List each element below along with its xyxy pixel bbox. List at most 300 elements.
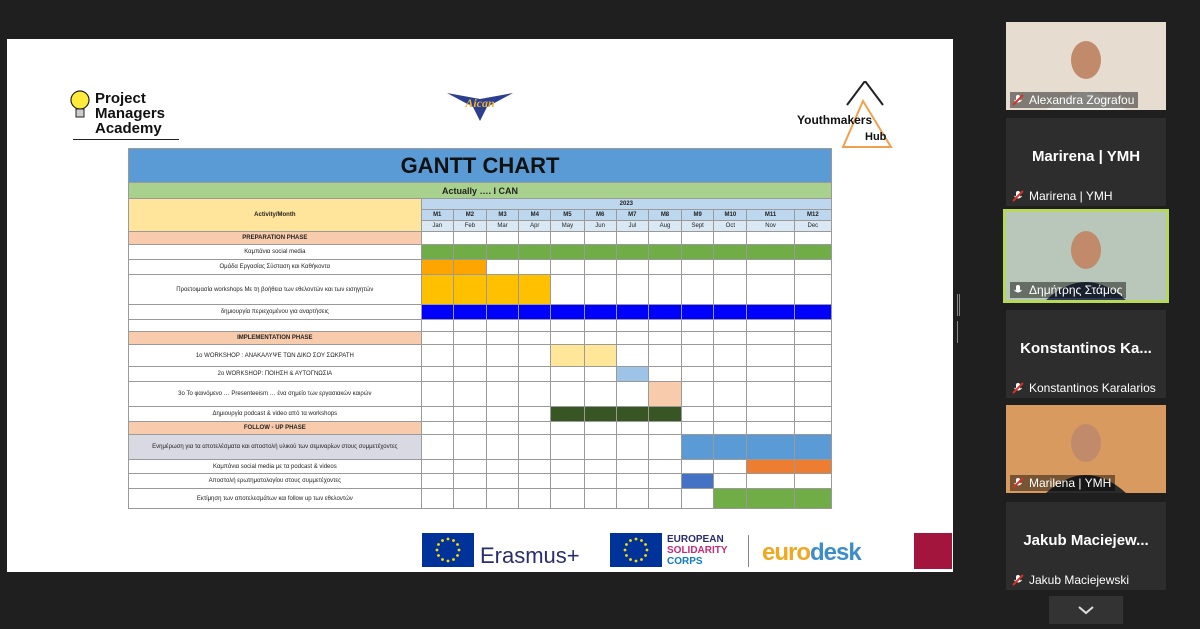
eu-star	[629, 558, 632, 561]
aican-logo	[447, 85, 513, 121]
empty-cell	[616, 232, 648, 245]
gantt-chart-table	[128, 148, 832, 509]
gantt-bar-cell	[616, 245, 648, 260]
month-name: Dec	[794, 221, 831, 232]
empty-cell	[584, 422, 616, 435]
esc-line-2: SOLIDARITY	[667, 545, 728, 556]
gantt-bar-cell	[453, 245, 486, 260]
empty-cell	[714, 367, 747, 382]
empty-cell	[682, 382, 714, 407]
empty-cell	[519, 332, 551, 345]
empty-cell	[648, 260, 681, 275]
empty-cell	[519, 232, 551, 245]
empty-cell	[648, 367, 681, 382]
eu-flag-icon	[422, 533, 474, 567]
eu-flag-icon	[610, 533, 662, 567]
gantt-bar-cell	[487, 305, 519, 320]
month-name: Jul	[616, 221, 648, 232]
gantt-bar-cell	[616, 305, 648, 320]
participant-name: Konstantinos Karalarios	[1029, 381, 1156, 395]
gantt-bar-cell	[682, 305, 714, 320]
empty-cell	[421, 345, 453, 367]
gantt-bar-cell	[747, 245, 794, 260]
eu-star	[625, 554, 628, 557]
gantt-bar-cell	[714, 305, 747, 320]
eu-star	[458, 549, 461, 552]
empty-cell	[487, 320, 519, 332]
participant-name: Alexandra Zografou	[1029, 93, 1135, 107]
empty-cell	[487, 474, 519, 489]
eu-star	[452, 558, 455, 561]
gantt-bar-cell	[747, 489, 794, 509]
shared-screen	[7, 39, 953, 572]
esc-line-3: CORPS	[667, 556, 703, 567]
empty-cell	[453, 332, 486, 345]
empty-cell	[714, 407, 747, 422]
empty-cell	[487, 407, 519, 422]
microphone-icon	[1012, 284, 1024, 296]
empty-cell	[747, 232, 794, 245]
gantt-bar-cell	[487, 245, 519, 260]
empty-cell	[648, 332, 681, 345]
empty-cell	[487, 422, 519, 435]
empty-cell	[794, 345, 831, 367]
empty-cell	[519, 367, 551, 382]
empty-cell	[487, 382, 519, 407]
eu-star	[635, 538, 638, 541]
month-code: M7	[616, 210, 648, 221]
empty-cell	[747, 474, 794, 489]
gantt-bar-cell	[453, 260, 486, 275]
empty-cell	[616, 489, 648, 509]
task-label: Προετοιμασία workshops Με τη βοήθεια των εθελοντών και των εισηγητών	[129, 275, 422, 305]
empty-cell	[421, 407, 453, 422]
participant-tile[interactable]	[1006, 405, 1166, 493]
year-header: 2023	[421, 199, 831, 210]
empty-cell	[421, 232, 453, 245]
gantt-bar-cell	[616, 407, 648, 422]
empty-cell	[453, 474, 486, 489]
participant-tile[interactable]	[1006, 310, 1166, 398]
empty-cell	[551, 332, 584, 345]
eu-star	[625, 543, 628, 546]
empty-cell	[682, 232, 714, 245]
microphone-muted-icon	[1012, 477, 1024, 489]
pma-line-2: Managers	[95, 105, 166, 122]
scroll-down-button[interactable]	[1049, 596, 1123, 624]
empty-cell	[519, 260, 551, 275]
task-row	[129, 382, 832, 407]
gantt-bar-cell	[421, 275, 453, 305]
empty-cell	[487, 367, 519, 382]
gantt-bar-cell	[682, 245, 714, 260]
empty-cell	[747, 422, 794, 435]
empty-cell	[682, 489, 714, 509]
empty-cell	[794, 332, 831, 345]
activity-header: Activity/Month	[129, 199, 422, 232]
eu-star	[452, 539, 455, 542]
eu-star	[624, 549, 627, 552]
empty-cell	[682, 345, 714, 367]
gantt-bar-cell	[519, 305, 551, 320]
participant-tile[interactable]	[1006, 212, 1166, 300]
empty-cell	[584, 275, 616, 305]
empty-cell	[584, 367, 616, 382]
empty-cell	[682, 422, 714, 435]
month-code: M9	[682, 210, 714, 221]
task-label: 1o WORKSHOP : ΑΝΑΚΑΛΥΨΕ ΤΩΝ ΔΙΚΟ ΣΟΥ ΣΩΚΡΑΤΗ	[129, 345, 422, 367]
empty-cell	[747, 320, 794, 332]
empty-cell	[453, 422, 486, 435]
empty-cell	[551, 367, 584, 382]
phase-label: PREPARATION PHASE	[129, 232, 422, 245]
month-name: Sept	[682, 221, 714, 232]
empty-cell	[487, 435, 519, 460]
month-code: M4	[519, 210, 551, 221]
empty-cell	[584, 435, 616, 460]
microphone-muted-icon	[1012, 382, 1024, 394]
participant-name: Δημήτρης Στάμος	[1029, 283, 1123, 297]
task-row	[129, 320, 832, 332]
phase-row	[129, 422, 832, 435]
panel-resize-handle[interactable]	[957, 294, 961, 316]
microphone-muted-icon	[1012, 190, 1024, 202]
gantt-bar-cell	[453, 275, 486, 305]
ymh-line-1: Youthmakers	[797, 113, 873, 127]
empty-cell	[487, 260, 519, 275]
empty-cell	[584, 332, 616, 345]
participant-tile[interactable]	[1006, 118, 1166, 206]
empty-cell	[648, 232, 681, 245]
empty-cell	[794, 382, 831, 407]
empty-cell	[421, 489, 453, 509]
empty-cell	[584, 382, 616, 407]
empty-cell	[519, 422, 551, 435]
task-label: Καμπάνια social media	[129, 245, 422, 260]
task-label: Ομάδα Εργασίας Σύσταση και Καθήκοντα	[129, 260, 422, 275]
empty-cell	[648, 474, 681, 489]
empty-cell	[648, 435, 681, 460]
empty-cell	[747, 260, 794, 275]
gantt-bar-cell	[682, 435, 714, 460]
ymh-line-2: Hub	[865, 131, 887, 143]
empty-cell	[714, 320, 747, 332]
participant-name-label	[1010, 282, 1126, 298]
task-row	[129, 435, 832, 460]
month-code: M12	[794, 210, 831, 221]
empty-cell	[648, 320, 681, 332]
eu-star	[635, 560, 638, 563]
empty-cell	[794, 320, 831, 332]
participant-display-name: Marirena | YMH	[1031, 148, 1141, 165]
empty-cell	[714, 460, 747, 474]
empty-cell	[421, 474, 453, 489]
month-name: Mar	[487, 221, 519, 232]
month-code: M11	[747, 210, 794, 221]
eurodesk-part-1: euro	[762, 539, 811, 566]
empty-cell	[421, 320, 453, 332]
participant-name-label	[1010, 380, 1160, 396]
phase-row	[129, 232, 832, 245]
task-row	[129, 407, 832, 422]
task-label: Δημιουργία podcast & video από τα workshops	[129, 407, 422, 422]
empty-cell	[747, 382, 794, 407]
empty-cell	[421, 435, 453, 460]
empty-cell	[682, 320, 714, 332]
participant-name-label	[1010, 475, 1115, 491]
eu-star	[436, 549, 439, 552]
participant-name: Jakub Maciejewski	[1029, 573, 1130, 587]
aican-logo-text: Aican	[465, 96, 495, 110]
empty-cell	[453, 460, 486, 474]
eu-star	[456, 543, 459, 546]
eu-star	[441, 539, 444, 542]
sponsor-logos	[422, 533, 952, 569]
empty-cell	[794, 232, 831, 245]
empty-cell	[519, 320, 551, 332]
empty-cell	[551, 489, 584, 509]
gantt-bar-cell	[487, 275, 519, 305]
month-code: M6	[584, 210, 616, 221]
participant-tile[interactable]	[1006, 502, 1166, 590]
task-label: Ενημέρωση για τα αποτελέσματα και αποστολή υλικού των σεμιναρίων στους συμμετέχοντες	[129, 435, 422, 460]
esc-line-1: EUROPEAN	[667, 534, 724, 545]
microphone-muted-icon	[1012, 574, 1024, 586]
european-solidarity-corps-logo	[667, 534, 728, 567]
empty-cell	[648, 275, 681, 305]
task-row	[129, 474, 832, 489]
empty-cell	[747, 345, 794, 367]
gantt-bar-cell	[551, 345, 584, 367]
empty-cell	[519, 489, 551, 509]
task-row	[129, 260, 832, 275]
eurodesk-logo	[762, 539, 861, 567]
eu-star	[456, 554, 459, 557]
empty-cell	[794, 367, 831, 382]
month-name: May	[551, 221, 584, 232]
gantt-bar-cell	[551, 407, 584, 422]
gantt-bar-cell	[421, 245, 453, 260]
empty-cell	[616, 320, 648, 332]
empty-cell	[584, 474, 616, 489]
gantt-bar-cell	[794, 435, 831, 460]
participant-name-label	[1010, 92, 1138, 108]
eu-star	[447, 560, 450, 563]
gantt-bar-cell	[648, 407, 681, 422]
gantt-bar-cell	[519, 245, 551, 260]
gantt-bar-cell	[714, 435, 747, 460]
task-row	[129, 275, 832, 305]
empty-cell	[551, 260, 584, 275]
month-code: M3	[487, 210, 519, 221]
empty-cell	[616, 382, 648, 407]
empty-cell	[519, 345, 551, 367]
empty-cell	[453, 382, 486, 407]
empty-cell	[453, 407, 486, 422]
task-label: Καμπάνια social media με τα podcast & videos	[129, 460, 422, 474]
lightbulb-icon	[69, 89, 93, 129]
empty-cell	[519, 382, 551, 407]
gantt-bar-cell	[794, 489, 831, 509]
empty-cell	[584, 260, 616, 275]
empty-cell	[648, 422, 681, 435]
empty-cell	[747, 407, 794, 422]
empty-cell	[616, 345, 648, 367]
empty-cell	[682, 332, 714, 345]
empty-cell	[714, 275, 747, 305]
empty-cell	[747, 367, 794, 382]
month-name: Jan	[421, 221, 453, 232]
gantt-bar-cell	[714, 245, 747, 260]
empty-cell	[487, 332, 519, 345]
phase-row	[129, 332, 832, 345]
participant-name-label	[1010, 572, 1133, 588]
task-row	[129, 345, 832, 367]
empty-cell	[714, 474, 747, 489]
task-row	[129, 305, 832, 320]
gantt-subtitle: Actually …. I CAN	[129, 183, 832, 199]
empty-cell	[714, 232, 747, 245]
eu-star	[640, 539, 643, 542]
phase-label: FOLLOW - UP PHASE	[129, 422, 422, 435]
gantt-bar-cell	[584, 245, 616, 260]
empty-cell	[453, 435, 486, 460]
eu-star	[644, 554, 647, 557]
gantt-bar-cell	[682, 474, 714, 489]
empty-cell	[682, 367, 714, 382]
gantt-bar-cell	[519, 275, 551, 305]
youthmakers-hub-logo	[795, 81, 905, 153]
empty-cell	[453, 320, 486, 332]
gantt-bar-cell	[648, 305, 681, 320]
month-name: Nov	[747, 221, 794, 232]
empty-cell	[551, 422, 584, 435]
gantt-bar-cell	[421, 305, 453, 320]
empty-cell	[519, 460, 551, 474]
empty-cell	[421, 367, 453, 382]
empty-cell	[794, 474, 831, 489]
empty-cell	[616, 460, 648, 474]
month-code: M1	[421, 210, 453, 221]
empty-cell	[714, 382, 747, 407]
participant-display-name: Konstantinos Ka...	[1020, 340, 1152, 357]
empty-cell	[487, 345, 519, 367]
gantt-title: GANTT CHART	[129, 149, 832, 183]
task-label: 3o Το φαινόμενο … Presenteeism … ένα σημείο των εργασιακών καιρών	[129, 382, 422, 407]
gantt-bar-cell	[794, 460, 831, 474]
phase-label: IMPLEMENTATION PHASE	[129, 332, 422, 345]
gantt-bar-cell	[421, 260, 453, 275]
month-code: M8	[648, 210, 681, 221]
empty-cell	[519, 474, 551, 489]
empty-cell	[584, 460, 616, 474]
participant-display-name: Jakub Maciejew...	[1023, 532, 1149, 549]
task-row	[129, 245, 832, 260]
task-label: δημιουργία περιεχομένου για αναρτήσεις	[129, 305, 422, 320]
empty-cell	[519, 407, 551, 422]
gantt-bar-cell	[551, 245, 584, 260]
empty-cell	[584, 489, 616, 509]
month-name: Aug	[648, 221, 681, 232]
gantt-bar-cell	[584, 407, 616, 422]
month-name: Apr	[519, 221, 551, 232]
empty-cell	[616, 275, 648, 305]
empty-cell	[682, 275, 714, 305]
empty-cell	[551, 435, 584, 460]
eu-star	[644, 543, 647, 546]
month-code: M5	[551, 210, 584, 221]
empty-cell	[551, 320, 584, 332]
gantt-bar-cell	[584, 345, 616, 367]
eu-star	[441, 558, 444, 561]
empty-cell	[421, 382, 453, 407]
microphone-muted-icon	[1012, 94, 1024, 106]
empty-cell	[794, 422, 831, 435]
month-code: M10	[714, 210, 747, 221]
empty-cell	[519, 435, 551, 460]
eurodesk-part-2: desk	[810, 539, 861, 566]
task-row	[129, 489, 832, 509]
empty-cell	[487, 232, 519, 245]
project-managers-academy-logo	[69, 89, 189, 145]
gantt-bar-cell	[794, 245, 831, 260]
empty-cell	[648, 460, 681, 474]
empty-cell	[747, 275, 794, 305]
empty-cell	[648, 345, 681, 367]
month-code: M2	[453, 210, 486, 221]
empty-cell	[682, 260, 714, 275]
gantt-bar-cell	[453, 305, 486, 320]
empty-cell	[794, 407, 831, 422]
empty-cell	[453, 345, 486, 367]
empty-cell	[584, 320, 616, 332]
month-name: Jun	[584, 221, 616, 232]
participant-tile[interactable]	[1006, 22, 1166, 110]
empty-cell	[682, 407, 714, 422]
empty-cell	[714, 260, 747, 275]
empty-cell	[747, 332, 794, 345]
empty-cell	[421, 422, 453, 435]
gantt-bar-cell	[714, 489, 747, 509]
task-label	[129, 320, 422, 332]
participant-name-label	[1010, 188, 1117, 204]
empty-cell	[616, 435, 648, 460]
foundation-logo	[914, 533, 952, 569]
empty-cell	[421, 460, 453, 474]
empty-cell	[487, 460, 519, 474]
empty-cell	[551, 474, 584, 489]
empty-cell	[714, 332, 747, 345]
eu-star	[437, 554, 440, 557]
empty-cell	[616, 474, 648, 489]
empty-cell	[616, 260, 648, 275]
eu-star	[629, 539, 632, 542]
empty-cell	[453, 232, 486, 245]
empty-cell	[453, 489, 486, 509]
eu-star	[646, 549, 649, 552]
gantt-bar-cell	[747, 305, 794, 320]
pma-line-1: Project	[95, 90, 146, 107]
eu-star	[640, 558, 643, 561]
empty-cell	[584, 232, 616, 245]
gantt-bar-cell	[648, 382, 681, 407]
task-label: Εκτίμηση των αποτελεσμάτων και follow up των εθελοντών	[129, 489, 422, 509]
empty-cell	[616, 332, 648, 345]
gantt-bar-cell	[747, 460, 794, 474]
task-label: Αποστολή ερωτηματολογίου στους συμμετέχοντες	[129, 474, 422, 489]
empty-cell	[551, 382, 584, 407]
empty-cell	[794, 275, 831, 305]
